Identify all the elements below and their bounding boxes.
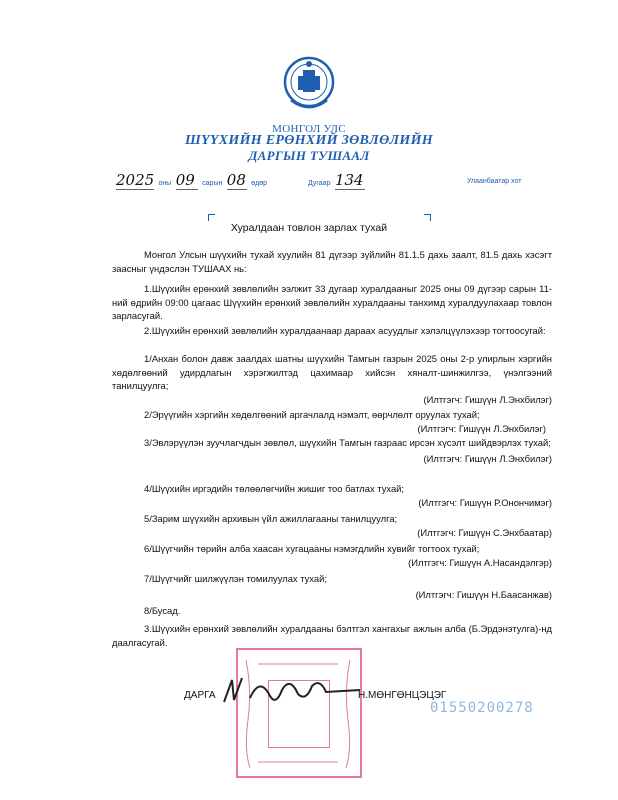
- signatory-position: ДАРГА: [184, 690, 216, 701]
- agenda-presenter: (Илтгэгч: Гишүүн Р.Онончимэг): [418, 496, 552, 508]
- date-month-suffix: сарын: [202, 180, 223, 187]
- date-day: 08: [226, 171, 246, 189]
- document-title: Хуралдаан товлон зарлах тухай: [230, 222, 388, 234]
- number-line: [308, 171, 365, 190]
- agenda-item-text: 3/Эвлэрүүлэн зуучлагчдын зөвлөл, шүүхийн Тамгын газраас ирсэн хүсэлт шийдвэрлэх тухай;: [144, 437, 551, 448]
- paragraph-3-text: 3.Шүүхийн ерөнхий зөвлөлийн хуралдааны бэлтгэл хангахыг ажлын алба (Б.Эрдэнэтулга)-нд даалгасугай.: [112, 623, 552, 648]
- intro-text: Монгол Улсын шүүхийн тухай хуулийн 81 дүгээр зүйлийн 81.1.5 дахь заалт, 81.5 дахь хэсэгт заасныг үндэслэн ТУШААХ нь:: [112, 249, 552, 274]
- date-day-suffix: өдөр: [251, 180, 268, 187]
- agenda-presenter: (Илтгэгч: Гишүүн С.Энхбаатар): [417, 526, 552, 538]
- state-emblem-icon: [283, 56, 335, 116]
- agenda-item-6: [112, 542, 552, 569]
- agenda-item-5: [112, 512, 552, 539]
- stamp-pattern-icon: [238, 650, 360, 776]
- agenda-presenter: (Илтгэгч: Гишүүн Л.Энхбилэг): [417, 422, 546, 434]
- agenda-presenter: (Илтгэгч: Гишүүн Л.Энхбилэг): [423, 452, 552, 464]
- serial-number: 01550200278: [430, 700, 534, 716]
- agenda-item-text: 1/Анхан болон давж заалдах шатны шүүхийн Тамгын газрын 2025 оны 2-р улирлын хэргийн хөдөлгөөний удирдлагын хэрэгжилтэд цахимаар хийсэн хяналт-шинжилгээ, үнэлгээний танилцуулга;: [112, 353, 552, 391]
- agenda-item-text: 4/Шүүхийн иргэдийн төлөөлөгчийн жишиг тоо батлах тухай;: [144, 483, 405, 494]
- agenda-item-text: 5/Зарим шүүхийн архивын үйл ажиллагааны танилцуулга;: [144, 513, 398, 524]
- paragraph-1-text: 1.Шүүхийн ерөнхий зөвлөлийн ээлжит 33 дугаар хуралдааныг 2025 оны 09 дүгээр сарын 11-ний өдрийн 09:00 цагаас Шүүхийн ерөнхий зөвлөлийн хуралдааны танхимд хуралдуулахаар товлон зарласугай.: [112, 283, 552, 321]
- paragraph-2-text: 2.Шүүхийн ерөнхий зөвлөлийн хуралдаанаар дараах асуудлыг хэлэлцүүлэхээр тогтоосугай:: [144, 325, 546, 336]
- agenda-presenter: (Илтгэгч: Гишүүн Л.Энхбилэг): [423, 393, 552, 405]
- paragraph-3: [112, 622, 552, 649]
- handwritten-signature: [220, 672, 370, 712]
- agenda-item-7: [112, 572, 552, 601]
- paragraph-2: [112, 324, 552, 338]
- date-month: 09: [176, 171, 198, 190]
- date-year-suffix: оны: [158, 180, 172, 187]
- city: Улаанбаатар хот: [467, 178, 522, 185]
- intro-paragraph: [112, 248, 552, 275]
- signatory-name: Н.МӨНГӨНЦЭЦЭГ: [358, 690, 447, 701]
- date-year: 2025: [116, 171, 155, 189]
- agenda-item-text: 6/Шүүгчийн төрийн алба хаасан хугацааны нэмэгдлийн хувийг тогтоох тухай;: [144, 543, 480, 554]
- agenda-item-8: [112, 604, 552, 618]
- agenda-item-text: 2/Эрүүгийн хэргийн хөдөлгөөний аргачлалд нэмэлт, өөрчлөлт оруулах тухай;: [144, 409, 480, 420]
- agenda-presenter: (Илтгэгч: Гишүүн Н.Баасанжав): [415, 588, 552, 600]
- title-corner-left: [208, 214, 215, 221]
- country-name: МОНГОЛ УЛС: [272, 123, 346, 135]
- doc-type: ДАРГЫН ТУШААЛ: [248, 148, 370, 163]
- agenda-item-text: 8/Бусад.: [144, 605, 181, 616]
- agenda-item-4: [112, 482, 552, 509]
- paragraph-1: [112, 282, 552, 323]
- date-line: [116, 171, 267, 189]
- doc-number: 134: [334, 171, 364, 189]
- agenda-presenter: (Илтгэгч: Гишүүн А.Насандэлгэр): [408, 556, 552, 568]
- title-corner-right: [424, 214, 431, 221]
- agenda-item-text: 7/Шүүгчийг шилжүүлэн томилуулах тухай;: [144, 573, 327, 584]
- agenda-item-3: [112, 436, 552, 465]
- number-label: Дугаар: [308, 180, 331, 187]
- agenda-item-2: [112, 408, 552, 435]
- org-name: ШҮҮХИЙН ЕРӨНХИЙ ЗӨВЛӨЛИЙН: [185, 133, 433, 148]
- agenda-item-1: [112, 352, 552, 406]
- official-stamp: [236, 648, 362, 778]
